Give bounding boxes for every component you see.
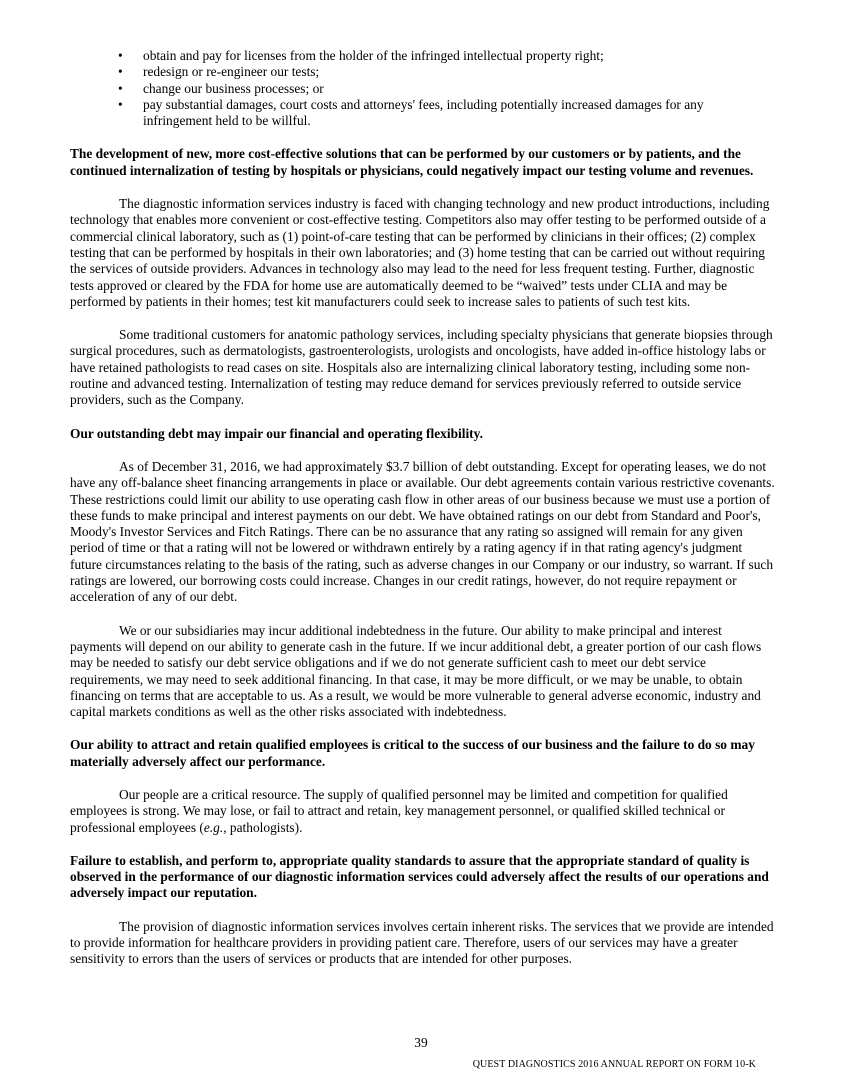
paragraph: The provision of diagnostic information services involves certain inherent risks. The services that we provide are intended to provide information for healthcare providers in providing patient care. Therefore, users of our services may have a greater sensitivity to errors than the users of services or products that are intended for other purposes.: [70, 918, 774, 967]
section-heading-qualified-employees: Our ability to attract and retain qualified employees is critical to the success of our business and the failure to do so may materially adversely affect our performance.: [70, 737, 755, 769]
bullet-icon: •: [118, 64, 123, 80]
section-heading-quality-standards: Failure to establish, and perform to, appropriate quality standards to assure that the appropriate standard of quality is observed in the performance of our diagnostic information services could adversely affect the results of our operations and adversely impact our reputation.: [70, 852, 769, 901]
bullet-item: • pay substantial damages, court costs and attorneys' fees, including potentially increased damages for any infringement held to be willful.: [118, 96, 704, 129]
bullet-icon: •: [118, 96, 123, 112]
section-heading-new-solutions: The development of new, more cost-effective solutions that can be performed by our customers or by patients, and the continued internalization of testing by hospitals or physicians, could negatively impact our testing volume and revenues.: [70, 146, 754, 178]
document-page: [70, 48, 775, 968]
bullet-item: • obtain and pay for licenses from the holder of the infringed intellectual property right;: [118, 48, 604, 63]
paragraph: Some traditional customers for anatomic pathology services, including specialty physicians that generate biopsies through surgical procedures, such as dermatologists, gastroenterologists, urologists and oncologists, have added in-office histology labs or have retained pathologists to read cases on site. Hospitals also are internalizing clinical laboratory testing, including some non-routine and advanced testing. Internalization of testing may reduce demand for services previously referred to outside service providers, such as the Company.: [70, 327, 773, 408]
bullet-item: • redesign or re-engineer our tests;: [118, 64, 320, 80]
bullet-icon: •: [118, 80, 123, 96]
paragraph: Our people are a critical resource. The supply of qualified personnel may be limited and competition for qualified employees is strong. We may lose, or fail to attract and retain, key management personnel, or qualified skilled technical or professional employees (e.g., pathologists).: [70, 786, 728, 835]
bullet-icon: •: [118, 48, 123, 63]
paragraph: As of December 31, 2016, we had approximately $3.7 billion of debt outstanding. Except for operating leases, we do not have any off-balance sheet financing arrangements in place or available. Our debt agreements contain various restrictive covenants. These restrictions could limit our ability to use operating cash flow in other areas of our business because we must use a portion of these funds to make principal and interest payments on our debt. We have obtained ratings on our debt from Standard and Poor's, Moody's Investor Services and Fitch Ratings. There can be no assurance that any rating so assigned will remain for any given period of time or that a rating will not be lowered or withdrawn entirely by a rating agency if in that rating agency's judgment future circumstances relating to the basis of the rating, such as adverse changes in our Company or our industry, so warrant. If such ratings are lowered, our borrowing costs could increase. Changes in our credit ratings, however, do not require repayment or acceleration of any of our debt.: [70, 458, 775, 605]
report-footer: QUEST DIAGNOSTICS 2016 ANNUAL REPORT ON FORM 10-K: [472, 1059, 756, 1070]
remedy-bullet-list: [70, 48, 775, 129]
section-heading-outstanding-debt: Our outstanding debt may impair our financial and operating flexibility.: [70, 425, 483, 441]
bullet-item: • change our business processes; or: [118, 80, 324, 96]
paragraph: We or our subsidiaries may incur additional indebtedness in the future. Our ability to make principal and interest payments will depend on our ability to generate cash in the future. If we incur additional debt, a greater portion of our cash flows may be needed to satisfy our debt service obligations and if we do not generate sufficient cash to meet our debt service requirements, we may need to seek additional financing. In that case, it may be more difficult, or we may be unable, to obtain financing on terms that are acceptable to us. As a result, we would be more vulnerable to general adverse economic, industry and capital markets conditions as well as the other risks associated with indebtedness.: [70, 622, 762, 720]
paragraph: The diagnostic information services industry is faced with changing technology and new product introductions, including technology that enables more convenient or cost-effective testing. Competitors also may offer testing to be performed outside of a commercial clinical laboratory, such as (1) point-of-care testing that can be performed by clinicians in their offices; (2) complex testing that can be performed by hospitals in their own laboratories; and (3) home testing that can be carried out without requiring the services of outside providers. Advances in technology also may lead to the need for less frequent testing. Further, diagnostic tests approved or cleared by the FDA for home use are automatically deemed to be “waived” tests under CLIA and may be performed by patients in their homes; test kit manufacturers could seek to increase sales to patients of such test kits.: [70, 196, 770, 309]
page-number: 39: [414, 1035, 428, 1050]
